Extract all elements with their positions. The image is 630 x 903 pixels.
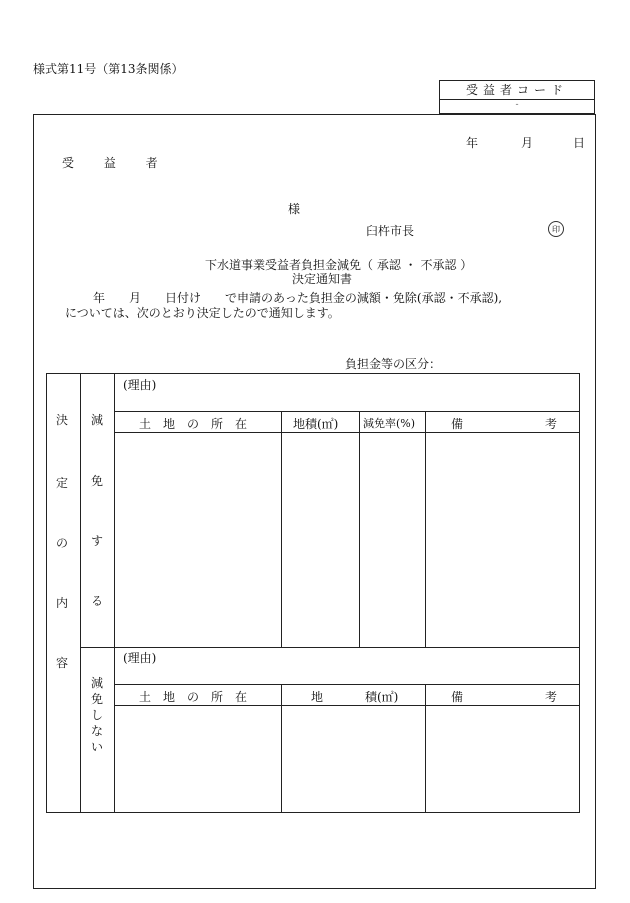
approve-reason-label: (理由)	[123, 378, 157, 392]
deny-reason-label: (理由)	[123, 651, 157, 665]
deny-label-5: い	[91, 740, 104, 754]
side-label-4: 内	[56, 596, 69, 610]
form-number: 様式第11号（第13条関係）	[33, 62, 184, 76]
approve-header-location: 土 地 の 所 在	[139, 417, 248, 431]
issuer-name: 臼杵市長	[366, 224, 415, 238]
side-label-2: 定	[56, 476, 69, 490]
date-year: 年	[466, 136, 479, 150]
deny-label-3: し	[91, 708, 104, 722]
deny-header-area-b: 積(㎡)	[365, 690, 399, 704]
date-day: 日	[573, 136, 586, 150]
document-title: 下水道事業受益者負担金減免（ 承認 ・ 不承認 ）	[205, 258, 473, 272]
side-label-3: の	[56, 536, 69, 550]
approve-label-1: 減	[91, 413, 104, 427]
deny-header-area-a: 地	[311, 690, 324, 704]
honorific: 様	[288, 202, 301, 216]
deny-header-remarks-a: 備	[451, 690, 464, 704]
beneficiary-code-box	[439, 80, 595, 114]
body-text-line1: 年 月 日付け で申請のあった負担金の減額・免除(承認・不承認),	[93, 291, 503, 305]
approve-header-rate: 減免率(%)	[363, 417, 416, 430]
approve-label-2: 免	[91, 474, 104, 488]
document-subtitle: 決定通知書	[292, 272, 353, 286]
deny-label-4: な	[91, 724, 104, 738]
approve-header-remarks-a: 備	[451, 417, 464, 431]
decision-table	[46, 373, 580, 813]
recipient-label: 受 益 者	[62, 156, 171, 170]
beneficiary-code-value: -	[515, 100, 519, 110]
charge-category-label: 負担金等の区分：	[345, 357, 442, 371]
side-label-5: 容	[56, 656, 69, 670]
beneficiary-code-label: 受益者コード	[440, 81, 594, 100]
approve-header-remarks-b: 考	[545, 417, 558, 431]
seal-icon: 印	[548, 221, 564, 237]
approve-label-4: る	[91, 594, 104, 608]
date-month: 月	[521, 136, 534, 150]
approve-header-area: 地積(㎡)	[293, 417, 339, 431]
deny-label-1: 減	[91, 676, 104, 690]
approve-label-3: す	[91, 534, 104, 548]
body-text-line2: については、次のとおり決定したので通知します。	[65, 306, 340, 320]
deny-header-remarks-b: 考	[545, 690, 558, 704]
deny-label-2: 免	[91, 692, 104, 706]
side-label-1: 決	[56, 413, 69, 427]
deny-header-location: 土 地 の 所 在	[139, 690, 248, 704]
